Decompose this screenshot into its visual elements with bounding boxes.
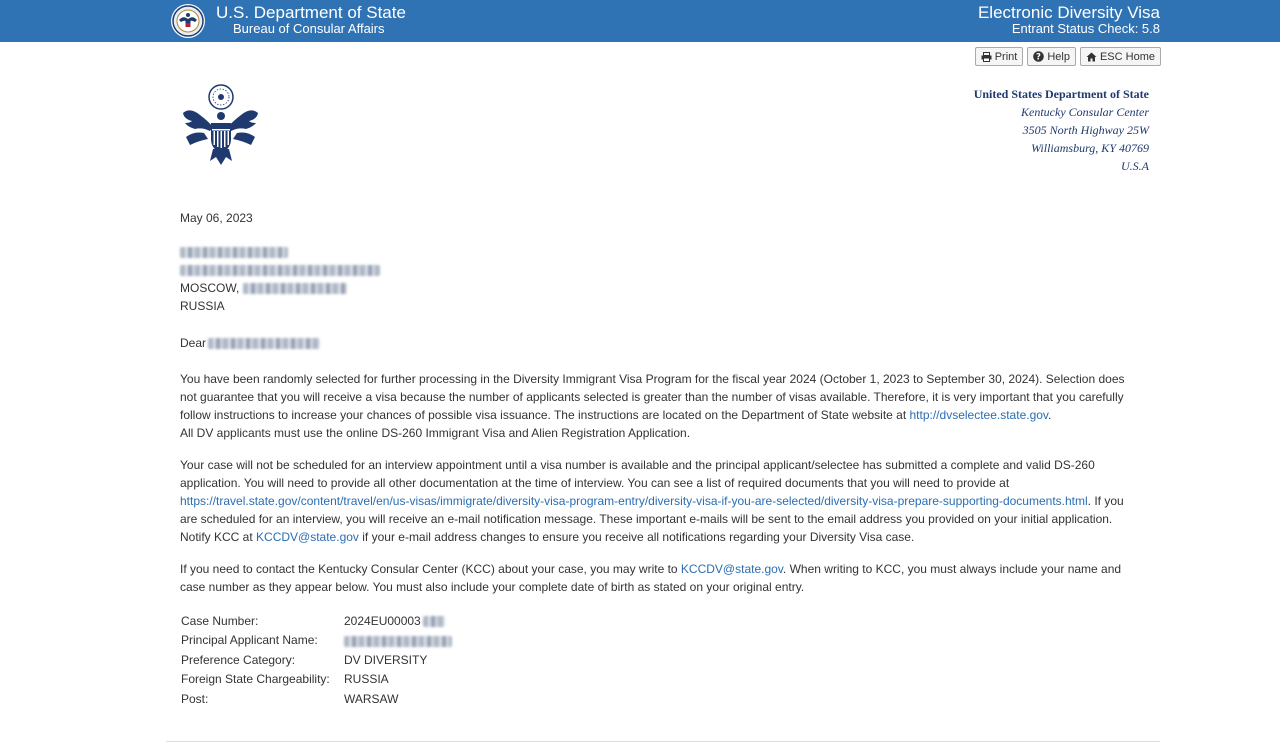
paragraph-text: If you need to contact the Kentucky Consular Center (KCC) about your case, you may write to — [180, 562, 681, 576]
state-department-seal-icon — [170, 3, 206, 39]
help-label: Help — [1047, 50, 1070, 63]
case-number-label: Case Number: — [181, 613, 259, 628]
sender-org: United States Department of State — [973, 87, 1149, 101]
supporting-documents-link[interactable]: https://travel.state.gov/content/travel/en/us-visas/immigrate/diversity-visa-program-entry/diversity-visa-if-you-are-selected/diversity-visa-prepare-supporting-documents.html — [180, 494, 1088, 508]
kcc-email-link[interactable]: KCCDV@state.gov — [256, 530, 359, 544]
help-button[interactable] — [1027, 47, 1076, 66]
sender-country: U.S.A — [1121, 159, 1149, 173]
home-icon — [1086, 52, 1097, 62]
case-info-table — [180, 611, 452, 709]
kcc-email-link[interactable]: KCCDV@state.gov — [680, 562, 783, 576]
table-row — [180, 631, 452, 651]
question-circle-icon — [1033, 51, 1044, 62]
table-row — [180, 670, 452, 690]
sender-city: Williamsburg, KY 40769 — [1031, 141, 1149, 155]
printer-icon — [981, 52, 992, 62]
paragraph-text: Your case will not be scheduled for an interview appointment until a visa number is available and the principal applicant/selectee has submitted a complete and valid DS-260 application. You will need to provide all other documentation at the time of interview. You can see a list of required documents that you will need to provide at — [180, 458, 1095, 490]
chargeability-value: RUSSIA — [344, 672, 389, 687]
program-title: Electronic Diversity Visa — [977, 3, 1160, 22]
principal-name-label: Principal Applicant Name: — [181, 633, 318, 648]
salutation-word: Dear — [180, 336, 207, 350]
print-button[interactable] — [975, 47, 1024, 66]
paragraph-text: . When writing to KCC, you must always include your name and case number as they appear below. You must also include your complete date of birth as stated on your original entry. — [180, 562, 1122, 594]
great-seal-eagle-icon — [180, 83, 260, 168]
letter-date: May 06, 2023 — [180, 211, 253, 225]
case-number-text: 2024EU00003 — [344, 613, 421, 628]
paragraph-text: . — [1048, 408, 1052, 422]
recipient-country: RUSSIA — [180, 299, 225, 313]
paragraph-interview — [180, 456, 1144, 546]
esc-home-label: ESC Home — [1099, 50, 1155, 63]
sender-center: Kentucky Consular Center — [1021, 105, 1149, 119]
redacted-text — [180, 247, 288, 258]
table-row — [180, 650, 452, 670]
table-row — [180, 611, 452, 631]
post-value: WARSAW — [344, 691, 399, 706]
esc-home-button[interactable] — [1080, 47, 1161, 66]
department-title: U.S. Department of State — [216, 3, 406, 22]
redacted-text — [243, 283, 347, 294]
paragraph-selection — [180, 370, 1144, 442]
recipient-city: MOSCOW, — [180, 281, 240, 295]
dvselectee-link[interactable]: http://dvselectee.state.gov — [909, 408, 1049, 422]
divider — [166, 741, 1160, 742]
preference-category-value: DV DIVERSITY — [344, 652, 428, 667]
principal-name-value — [343, 631, 452, 651]
post-label: Post: — [181, 691, 209, 706]
redacted-text — [180, 265, 380, 276]
redacted-text — [344, 636, 452, 647]
preference-category-label: Preference Category: — [181, 652, 296, 667]
svg-text:?: ? — [1036, 52, 1042, 62]
paragraph-text: All DV applicants must use the online DS-260 Immigrant Visa and Alien Registration Application. — [180, 426, 691, 440]
paragraph-text: if your e-mail address changes to ensure you receive all notifications regarding your Diversity Visa case. — [358, 530, 915, 544]
bureau-subtitle: Bureau of Consular Affairs — [233, 21, 385, 36]
sender-street: 3505 North Highway 25W — [1022, 123, 1149, 137]
chargeability-label: Foreign State Chargeability: — [181, 672, 330, 687]
header-bar — [0, 0, 1280, 42]
table-row — [180, 689, 452, 709]
salutation — [180, 334, 1144, 352]
print-label: Print — [994, 50, 1018, 63]
paragraph-text: You have been randomly selected for further processing in the Diversity Immigrant Visa Program for the fiscal year 2024 (October 1, 2023 to September 30, 2024). Selection does not guarantee that you will receive a visa because the number of applicants selected is greater than the number of visas available. Therefore, it is very important that you carefully follow instructions to increase your chances of possible visa issuance. The instructions are located on the Department of State website at — [180, 372, 1125, 422]
sender-address — [974, 85, 1149, 175]
paragraph-text: . If you are scheduled for an interview, you will receive an e-mail notification message. These important e-mails will be sent to the email address you provided on your initial application. Notify KCC at — [180, 494, 1124, 544]
case-number-value — [343, 611, 452, 631]
redacted-text — [208, 338, 320, 349]
paragraph-contact — [180, 560, 1144, 596]
version-label: Entrant Status Check: 5.8 — [1011, 21, 1160, 36]
recipient-address — [180, 243, 1144, 315]
toolbar — [975, 47, 1161, 66]
redacted-text — [423, 616, 445, 627]
